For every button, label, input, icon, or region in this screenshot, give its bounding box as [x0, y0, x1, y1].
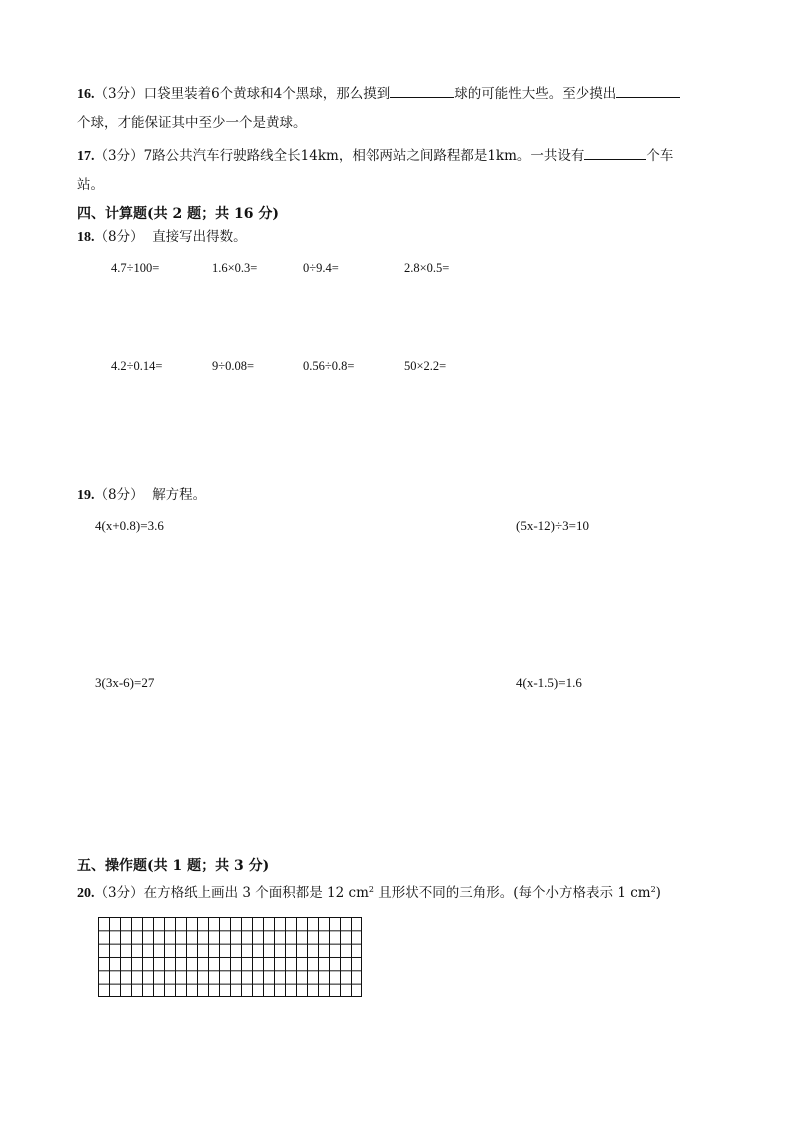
- question-text: 个车: [646, 148, 674, 164]
- question-text: 球的可能性大些。至少摸出: [454, 86, 617, 102]
- question-number: 19.: [77, 488, 95, 503]
- superscript: 2: [650, 885, 656, 894]
- section-title: 五、操作题(共 1 题；共 3 分): [77, 858, 270, 874]
- superscript: 2: [368, 885, 374, 894]
- answer-blank[interactable]: [390, 84, 454, 98]
- equation: (5x-12)÷3=10: [516, 518, 589, 533]
- question-score: （3分）: [94, 885, 144, 901]
- question-16-line-2: 个球，才能保证其中至少一个是黄球。: [77, 115, 307, 131]
- calc-item: 0÷9.4=: [303, 261, 339, 275]
- calc-item: 1.6×0.3=: [212, 261, 258, 275]
- question-number: 17.: [77, 149, 95, 164]
- question-17-line-1: [77, 146, 673, 166]
- answer-blank[interactable]: [616, 84, 680, 98]
- question-text: 直接写出得数。: [152, 229, 247, 245]
- calc-item: 2.8×0.5=: [404, 261, 450, 275]
- question-text: 解方程。: [152, 487, 207, 503]
- question-20-text: [77, 881, 661, 903]
- question-18-header: [77, 228, 247, 247]
- question-score: （8分）: [94, 487, 144, 503]
- question-19-header: [77, 486, 206, 505]
- equation: 4(x-1.5)=1.6: [516, 675, 582, 690]
- question-text: 7路公共汽车行驶路线全长14km，相邻两站之间路程都是1km。一共设有: [143, 148, 585, 164]
- calc-item: 9÷0.08=: [212, 359, 255, 373]
- question-number: 18.: [77, 230, 95, 245]
- question-number: 20.: [77, 886, 95, 901]
- calc-item: 50×2.2=: [404, 359, 447, 373]
- grid-paper[interactable]: [98, 917, 362, 997]
- calc-item: 4.2÷0.14=: [111, 359, 163, 373]
- question-text: 在方格纸上画出 3 个面积都是 12 cm: [143, 885, 369, 901]
- question-score: （8分）: [94, 229, 144, 245]
- question-number: 16.: [77, 87, 95, 102]
- calc-item: 4.7÷100=: [111, 261, 160, 275]
- equation: 4(x+0.8)=3.6: [95, 518, 164, 533]
- question-score: （3分）: [94, 148, 144, 164]
- question-17-line-2: 站。: [77, 177, 104, 193]
- answer-blank[interactable]: [584, 146, 646, 160]
- question-text: 且形状不同的三角形。(每个小方格表示 1 cm: [373, 885, 651, 901]
- question-16-line-1: [77, 84, 680, 104]
- calc-item: 0.56÷0.8=: [303, 359, 355, 373]
- section-title: 四、计算题(共 2 题；共 16 分): [77, 206, 279, 222]
- question-text: ): [655, 885, 661, 901]
- question-score: （3分）: [94, 86, 144, 102]
- equation: 3(3x-6)=27: [95, 675, 155, 690]
- question-text: 口袋里装着6个黄球和4个黑球，那么摸到: [143, 86, 391, 102]
